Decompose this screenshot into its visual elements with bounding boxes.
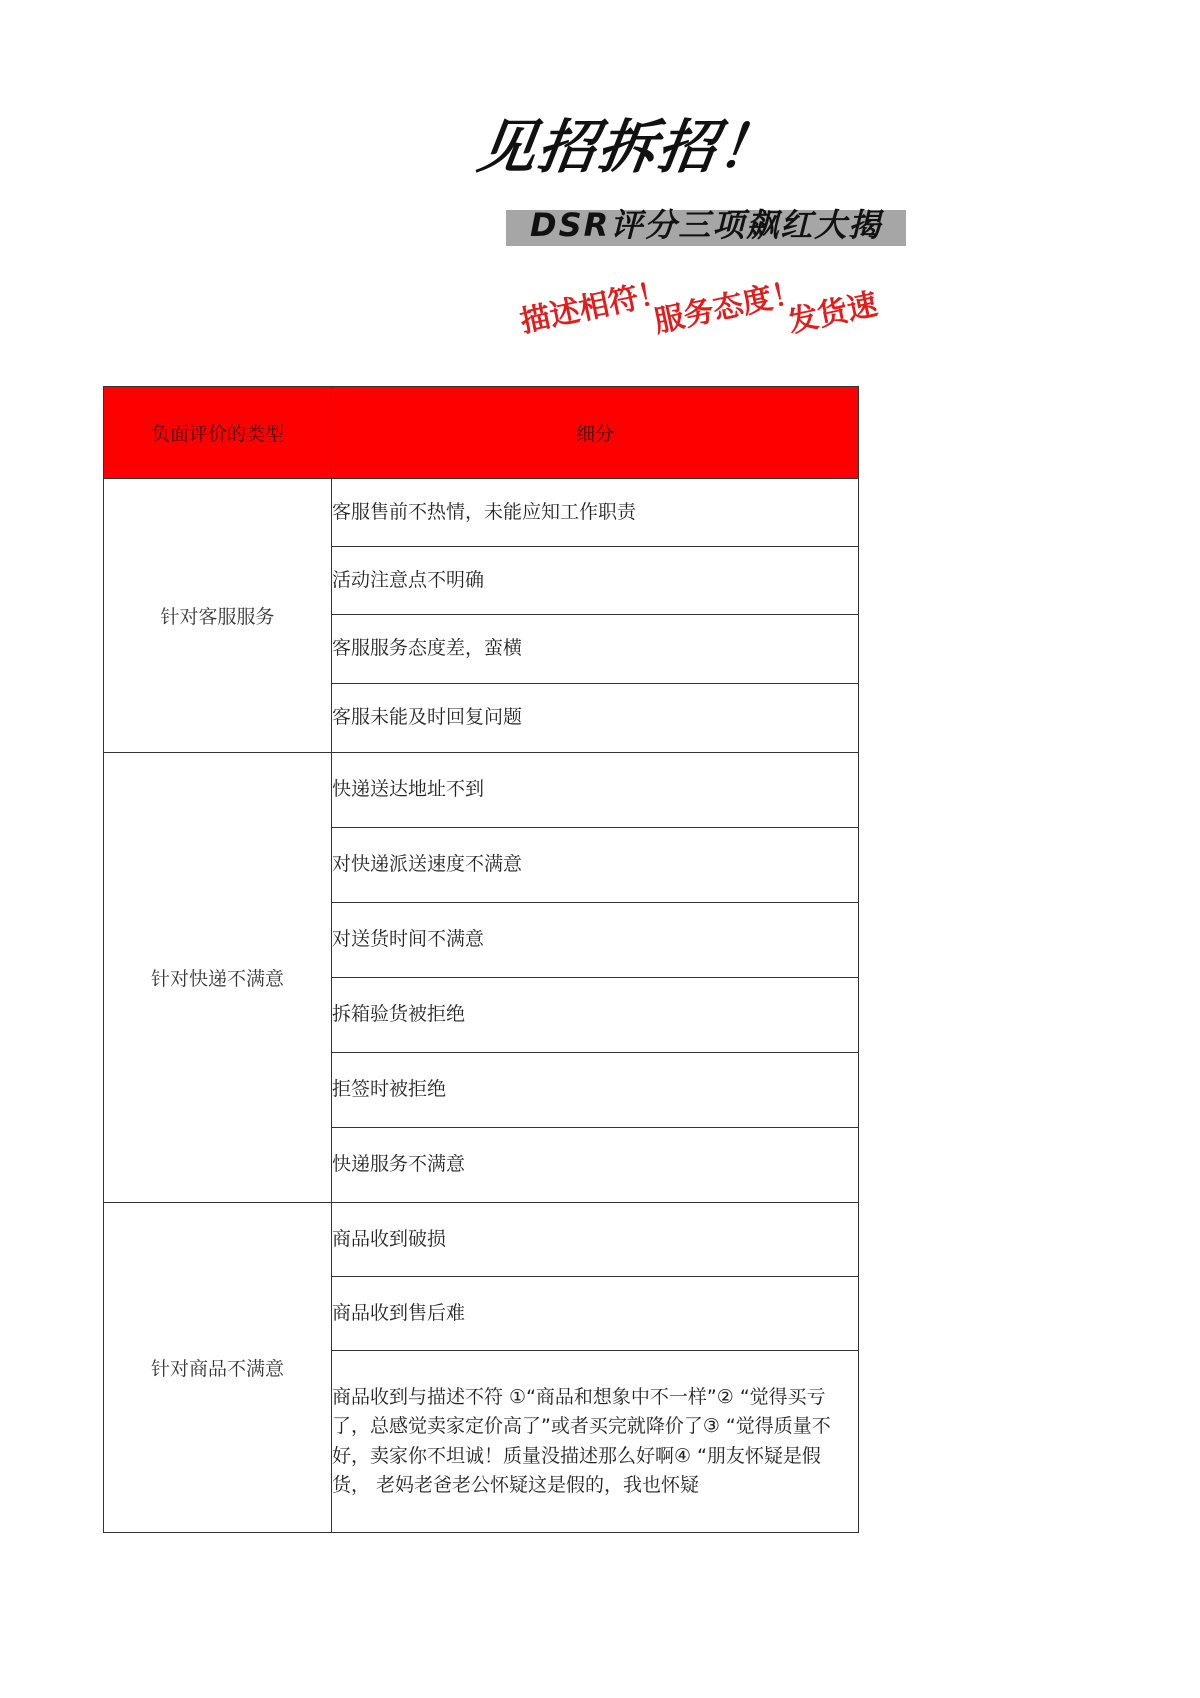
banner-area	[500, 200, 883, 350]
detail-cell: 商品收到与描述不符 ①“商品和想象中不一样”② “觉得买亏了，总感觉卖家定价高了”或者买完就降价了③ “觉得质量不好，卖家你不坦诚！质量没描述那么好啊④ “朋友怀疑是假货， 老妈老爸老公怀疑这是假的，我也怀疑	[332, 1351, 859, 1533]
column-header-type: 负面评价的类型	[104, 387, 332, 479]
detail-cell: 活动注意点不明确	[332, 547, 859, 615]
detail-cell: 快递服务不满意	[332, 1128, 859, 1203]
column-header-detail: 细分	[332, 387, 859, 479]
tag-shipping-speed: 发货速	[785, 287, 881, 340]
negative-review-table	[103, 386, 859, 1533]
tag-service-attitude: 服务态度！	[651, 274, 806, 340]
detail-cell: 对快递派送速度不满意	[332, 828, 859, 903]
tag-description-match: 描述相符！	[517, 274, 672, 340]
category-customer-service: 针对客服服务	[104, 479, 332, 753]
detail-cell: 客服未能及时回复问题	[332, 684, 859, 753]
detail-cell: 商品收到售后难	[332, 1277, 859, 1351]
detail-cell: 客服服务态度差，蛮横	[332, 615, 859, 684]
table-header-row	[104, 387, 859, 479]
subtitle: DSR评分三项飙红大揭	[530, 206, 883, 244]
detail-cell: 对送货时间不满意	[332, 903, 859, 978]
table-row	[104, 753, 859, 828]
detail-cell: 拒签时被拒绝	[332, 1053, 859, 1128]
detail-cell: 商品收到破损	[332, 1203, 859, 1277]
detail-cell: 快递送达地址不到	[332, 753, 859, 828]
detail-cell: 客服售前不热情，未能应知工作职责	[332, 479, 859, 547]
page-title: 见招拆招！	[473, 113, 783, 181]
table-row	[104, 479, 859, 547]
category-product: 针对商品不满意	[104, 1203, 332, 1533]
detail-cell: 拆箱验货被拒绝	[332, 978, 859, 1053]
category-express: 针对快递不满意	[104, 753, 332, 1203]
table-row	[104, 1203, 859, 1277]
